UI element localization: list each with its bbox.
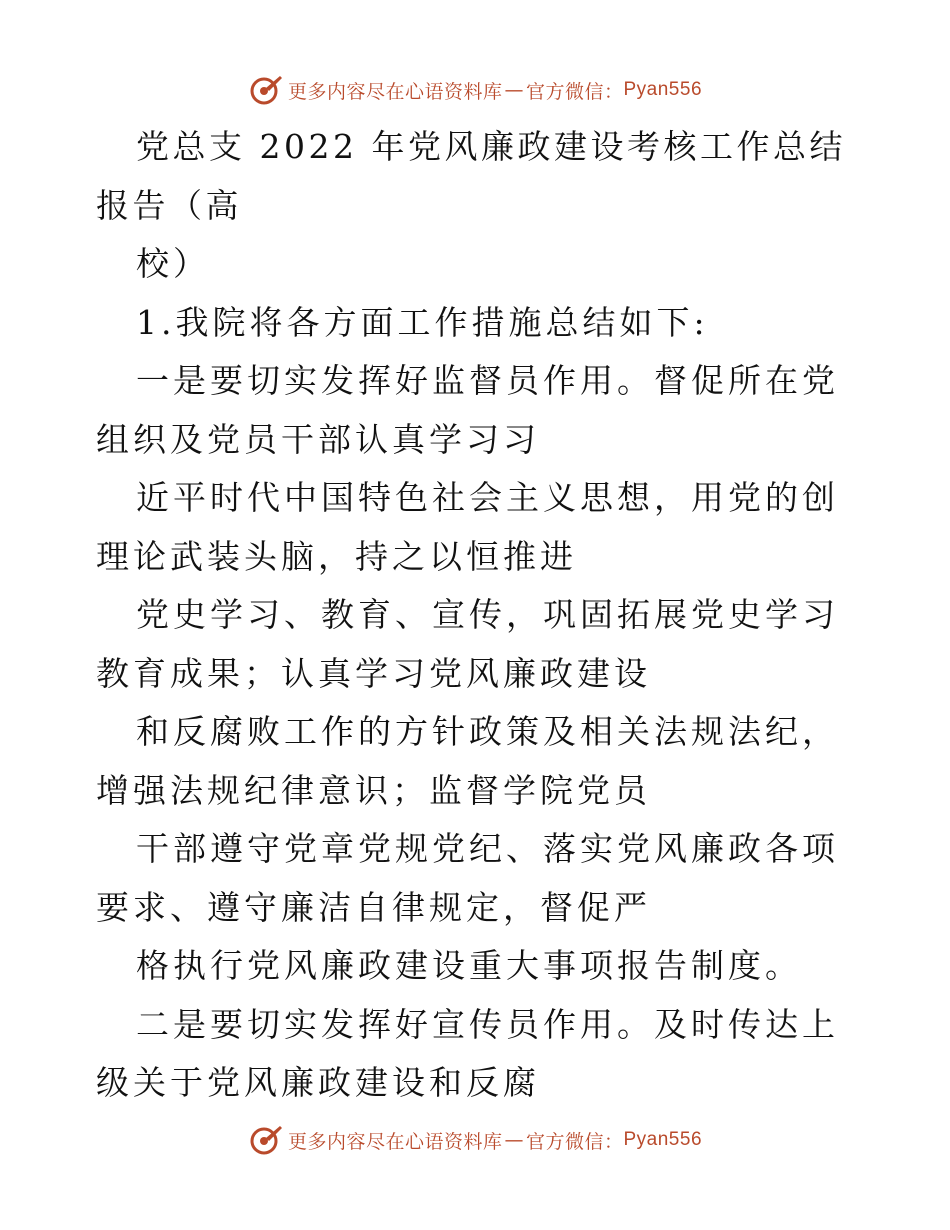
watermark-text: 更多内容尽在心语资料库 (287, 80, 503, 103)
document-body (96, 118, 856, 1113)
document-title-line-2: 校） (136, 244, 210, 283)
watermark-account-label: 官方微信： (525, 1130, 624, 1153)
paragraph: 1.我院将各方面工作措施总结如下: (136, 302, 709, 342)
watermark-banner-top (0, 70, 950, 110)
paragraph: 格执行党风廉政建设重大事项报告制度。 (136, 946, 802, 985)
watermark-dash: — (504, 1129, 524, 1151)
watermark-account-id: Pyan556 (623, 1129, 703, 1150)
watermark-text: 更多内容尽在心语资料库 (287, 1130, 503, 1153)
paragraph: 干部遵守党章党规党纪、落实党风廉政各项要求、遵守廉洁自律规定，督促严 (96, 829, 839, 927)
watermark-account-id: Pyan556 (623, 79, 703, 100)
paragraph: 一是要切实发挥好监督员作用。督促所在党组织及党员干部认真学习习 (96, 361, 839, 459)
pen-logo-icon (248, 73, 284, 107)
pen-logo-icon (248, 1123, 284, 1157)
paragraph: 和反腐败工作的方针政策及相关法规法纪，增强法规纪律意识；监督学院党员 (96, 712, 839, 810)
paragraph: 二是要切实发挥好宣传员作用。及时传达上级关于党风廉政建设和反腐 (96, 1004, 839, 1102)
watermark-banner-bottom (0, 1120, 950, 1160)
watermark-dash: — (504, 79, 524, 101)
watermark-account-label: 官方微信： (525, 80, 624, 103)
paragraph: 党史学习、教育、宣传，巩固拓展党史学习教育成果；认真学习党风廉政建设 (96, 595, 839, 693)
document-title-line-1: 党总支 2022 年党风廉政建设考核工作总结报告（高 (96, 127, 846, 225)
paragraph: 近平时代中国特色社会主义思想，用党的创理论武装头脑，持之以恒推进 (96, 478, 839, 576)
